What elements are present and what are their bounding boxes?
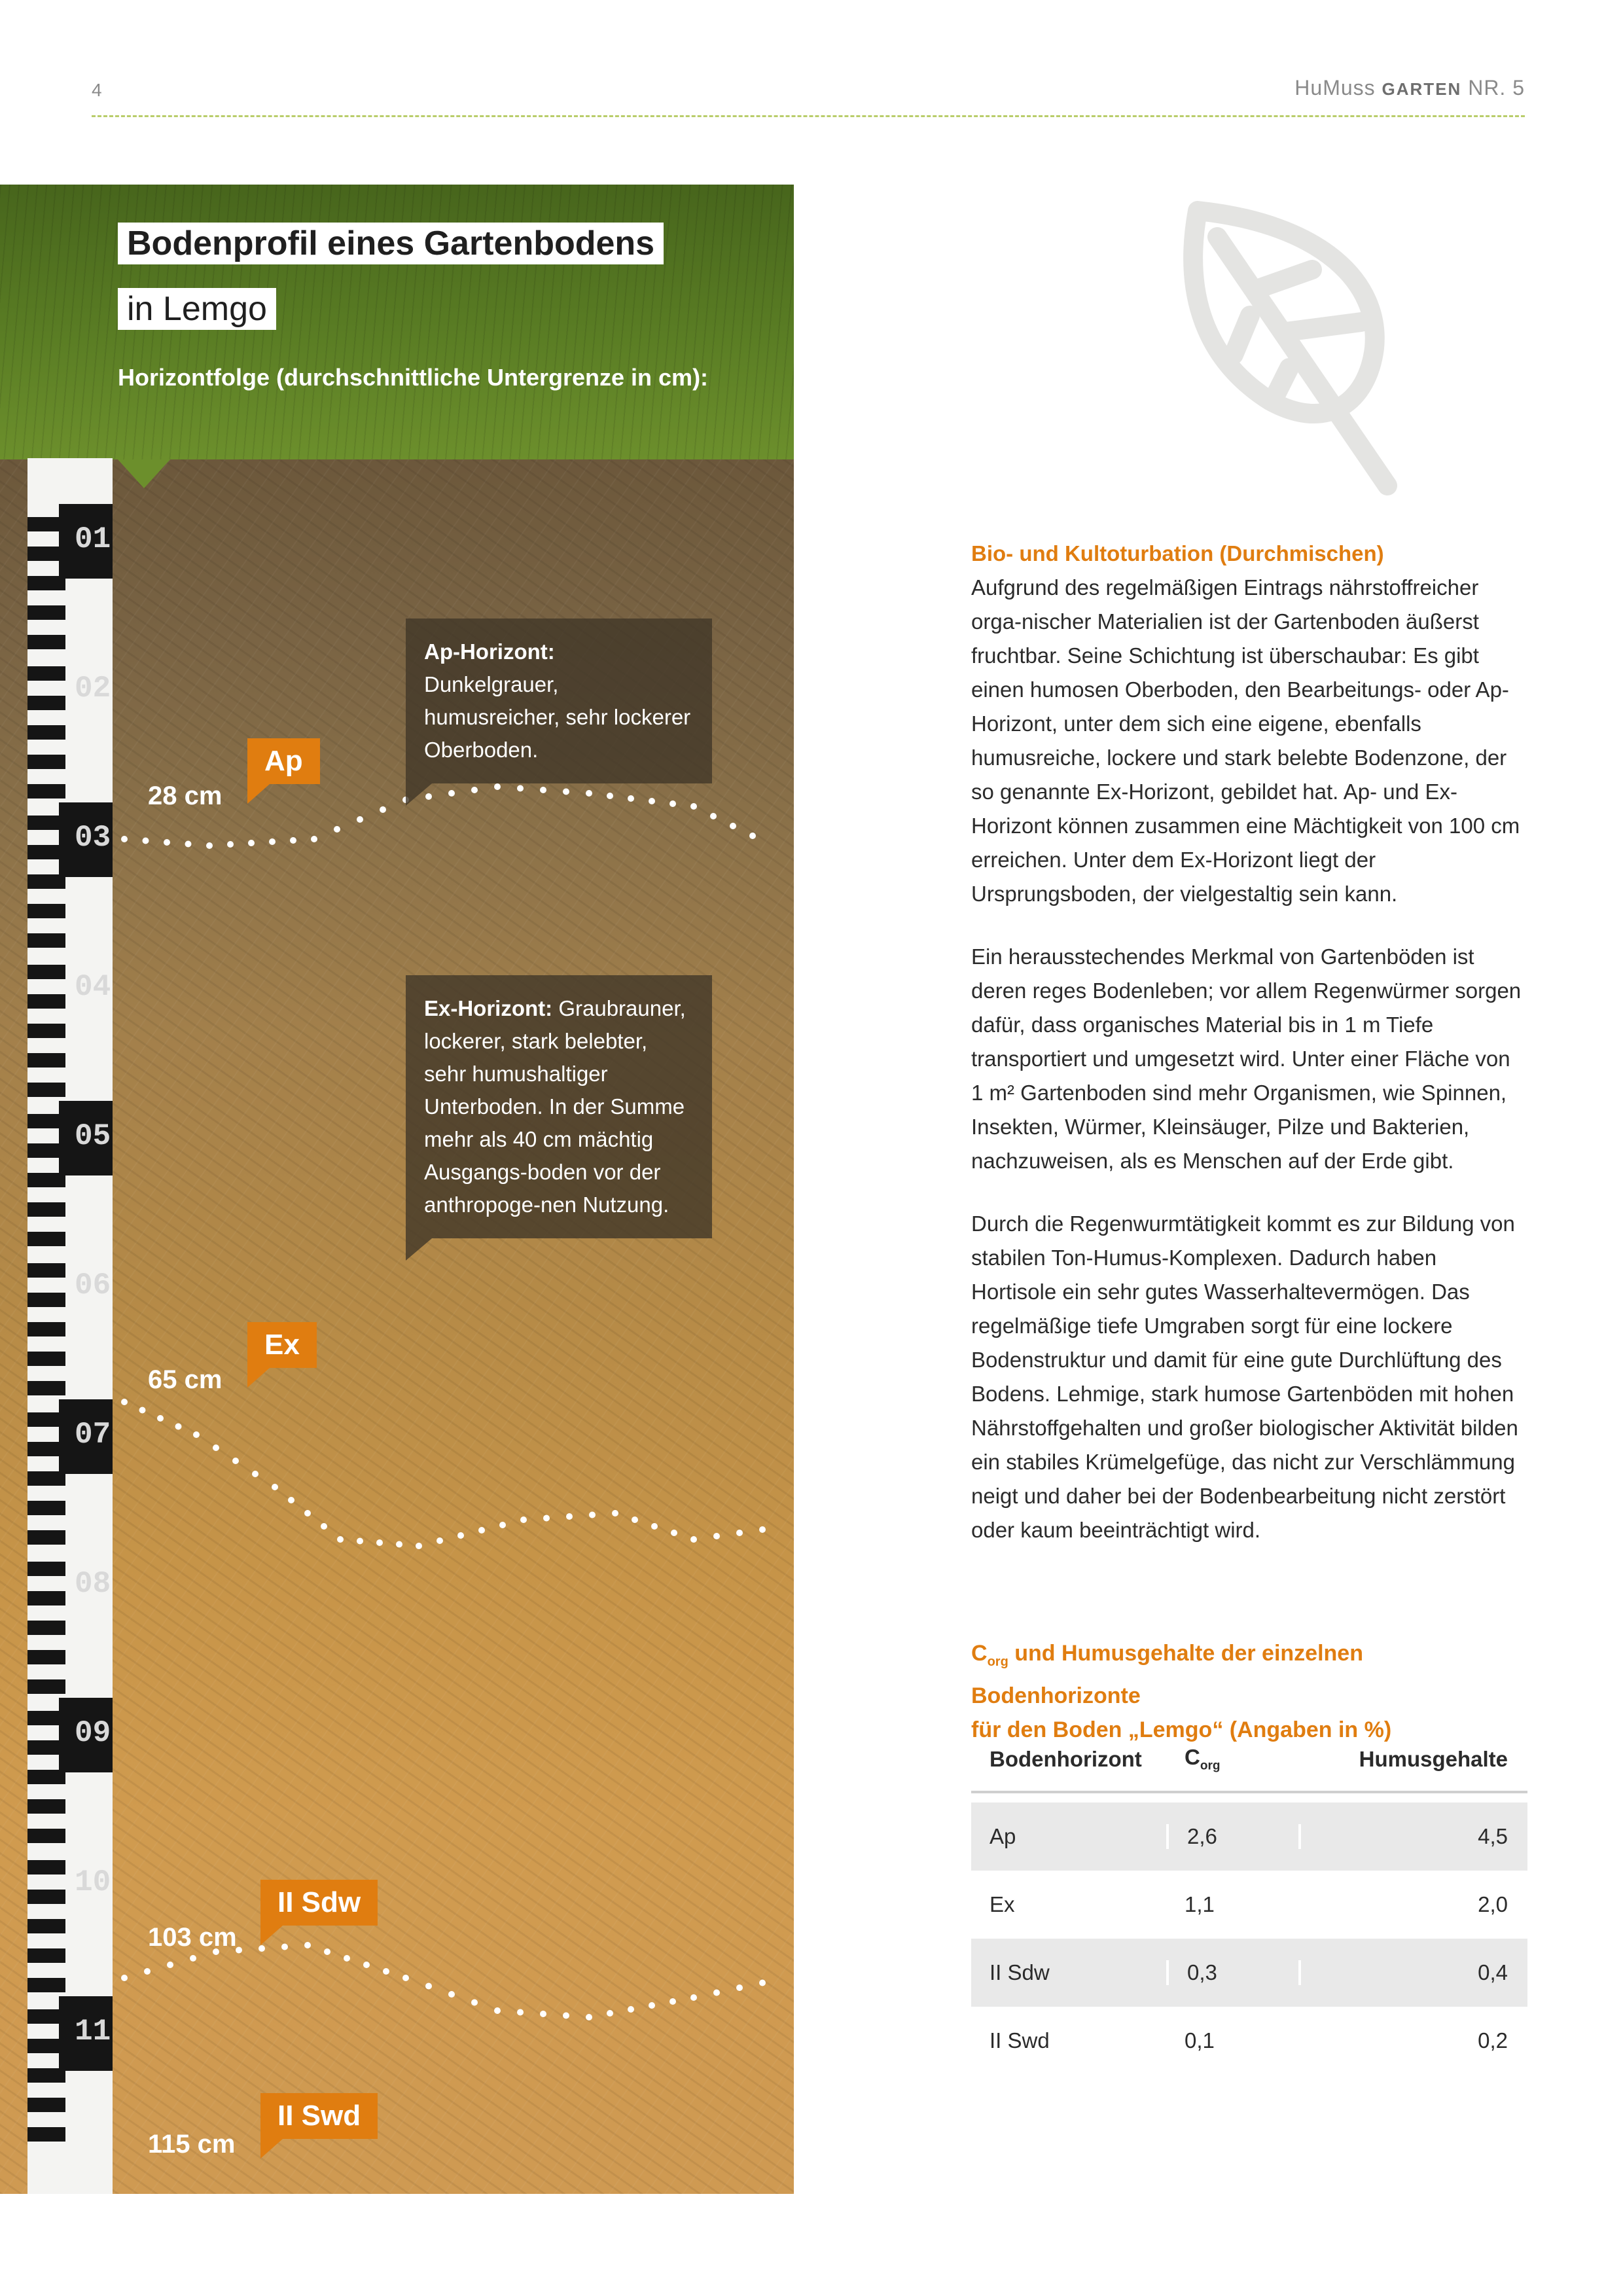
rod-tick [27, 874, 65, 889]
humus-table [971, 1728, 1527, 2075]
depth-label-ap: 28 cm [148, 781, 223, 810]
horizon-tag-ex: Ex [247, 1322, 317, 1368]
rod-tick [27, 994, 65, 1009]
boundary-dot [321, 1523, 327, 1530]
rod-tick [27, 1053, 65, 1067]
boundary-dot [121, 1975, 128, 1981]
boundary-dot [710, 813, 717, 819]
rod-tick [27, 816, 65, 830]
article-paragraph-3: Durch die Regenwurmtätigkeit kommt es zur Bildung von stabilen Ton-Humus-Komplexen. Dadurch haben Hortisole ein sehr gutes Wasserhaltevermögen. Das regelmäßige tiefe Umgraben sorgt für eine lockere Bodenstruktur und damit für eine gute Durchlüftung des Bodens. Lehmige, stark humose Gartenböden mit hohen Nährstoffgehalten und großer biologischer Aktivität bilden ein stabiles Krümelgefüge, das nicht zur Verschlämmung neigt und daher bei der Bodenbearbeitung nicht zerstört oder kaum beeinträchtigt wird. [971, 1211, 1518, 1542]
table-row [971, 1803, 1527, 1871]
boundary-dot [736, 1984, 743, 1991]
rod-tick [27, 1679, 65, 1694]
rod-tick [27, 1114, 65, 1128]
cell-horizon: II Sdw [971, 1960, 1169, 1985]
boundary-dot [304, 1510, 311, 1516]
rod-tick [27, 1948, 65, 1963]
boundary-dot [448, 790, 455, 797]
boundary-dot [671, 1530, 677, 1536]
boundary-dot [290, 837, 296, 844]
boundary-dot [380, 806, 386, 813]
article-text [971, 537, 1527, 1576]
rod-tick [27, 1711, 65, 1725]
ex-box-text: Graubrauner, lockerer, stark belebter, sehr humushaltiger Unterboden. In der Summe mehr als 40 cm mächtig Ausgangs-boden vor der anthropoge-nen Nutzung. [424, 996, 686, 1217]
boundary-dot [669, 1998, 676, 2005]
boundary-dot [471, 2000, 478, 2006]
rod-tick [27, 904, 65, 918]
boundary-dot [143, 838, 149, 844]
boundary-dot [628, 2006, 634, 2013]
profile-title-2 [118, 288, 276, 330]
boundary-dot [607, 793, 613, 799]
boundary-dot [669, 800, 676, 807]
rod-tick [27, 1919, 65, 1933]
boundary-dot [612, 1510, 618, 1516]
rod-number: 07 [75, 1418, 111, 1452]
rod-number: 10 [75, 1865, 111, 1899]
boundary-dot [139, 1407, 146, 1414]
cell-humus: 2,0 [1478, 1892, 1508, 1916]
boundary-dot [736, 1530, 743, 1536]
article-paragraph-1: Aufgrund des regelmäßigen Eintrags nährstoffreicher orga-nischer Materialien ist der Gartenboden äußerst fruchtbar. Seine Schichtung ist überschaubar: Es gibt einen humosen Oberboden, den Bearbeitungs- oder Ap-Horizont, unter dem sich eine eigene, ebenfalls humusreiche, lockere und stark belebte Bodenzone, der so genannte Ex-Horizont, gebildet hat. Ap- und Ex-Horizont können zusammen eine Mächtigkeit von 100 cm erreichen. Unter dem Ex-Horizont liegt der Ursprungsboden, der vielgestaltig sein kann. [971, 575, 1520, 906]
depth-label-iisdw: 103 cm [148, 1923, 237, 1952]
rod-tick [27, 517, 65, 531]
boundary-dot [252, 1471, 259, 1477]
boundary-dot [324, 1948, 330, 1955]
boundary-dot [304, 1942, 311, 1948]
boundary-dot [690, 1994, 697, 2001]
page-number: 4 [92, 80, 102, 100]
rod-tick [27, 1591, 65, 1605]
rod-tick [27, 1799, 65, 1814]
boundary-dot [357, 1538, 363, 1545]
rod-tick [27, 1263, 65, 1278]
boundary-dot [589, 1512, 596, 1518]
cell-corg: 2,6 [1169, 1824, 1301, 1849]
rod-tick [27, 933, 65, 948]
rod-tick [27, 1562, 65, 1576]
boundary-dot [337, 1536, 344, 1543]
ap-horizon-box [406, 619, 712, 783]
rod-tick [27, 784, 65, 798]
horizon-tag-iiswd: II Swd [260, 2093, 378, 2139]
boundary-dot [586, 790, 592, 797]
rod-number: 09 [75, 1716, 111, 1750]
boundary-dot [288, 1497, 294, 1503]
header-horizon: Bodenhorizont [990, 1747, 1142, 1771]
boundary-dot [193, 1431, 200, 1438]
rod-tick [27, 2127, 65, 2142]
rod-tick [27, 1530, 65, 1545]
cell-humus: 0,4 [1478, 1960, 1508, 1984]
boundary-dot [543, 1515, 550, 1522]
boundary-dot [649, 798, 655, 804]
profile-subtitle: Horizontfolge (durchschnittliche Untergrenze in cm): [118, 364, 709, 391]
horizon-tag-ap: Ap [247, 738, 320, 784]
header-humus: Humusgehalte [1359, 1747, 1508, 1771]
profile-title [118, 223, 664, 264]
table-row [971, 1939, 1527, 2007]
profile-title-line1: Bodenprofil eines Gartenbodens [118, 223, 664, 264]
cell-corg: 0,3 [1169, 1960, 1301, 1985]
boundary-dot [690, 803, 697, 810]
boundary-dot [311, 836, 317, 842]
brand-name: HuMuss [1294, 76, 1376, 99]
ap-box-text: Dunkelgrauer, humusreicher, sehr lockerer Oberboden. [424, 672, 691, 762]
rod-tick [27, 1232, 65, 1246]
boundary-dot [713, 1533, 720, 1539]
rod-tick [27, 666, 65, 681]
rod-tick [27, 1650, 65, 1664]
header-rule [92, 115, 1525, 117]
leaf-icon [1171, 185, 1407, 499]
boundary-dot [425, 1983, 432, 1990]
rod-tick [27, 1860, 65, 1874]
boundary-dot [269, 838, 276, 845]
cell-corg: 0,1 [1185, 2028, 1215, 2053]
brand-issue: NR. 5 [1468, 76, 1525, 99]
rod-number: 02 [75, 672, 111, 706]
cell-horizon: Ex [990, 1892, 1015, 1916]
rod-number: 05 [75, 1119, 111, 1153]
rod-tick [27, 547, 65, 561]
ap-box-label: Ap-Horizont: [424, 639, 555, 664]
boundary-dot [402, 1975, 409, 1981]
rod-tick [27, 1442, 65, 1456]
cell-humus: 4,5 [1478, 1824, 1508, 1848]
boundary-dot [448, 1991, 455, 1998]
boundary-dot [690, 1536, 697, 1543]
rod-tick [27, 2039, 65, 2053]
rod-number: 01 [75, 522, 111, 556]
horizon-tag-iisdw: II Sdw [260, 1880, 378, 1926]
table-row [971, 2007, 1527, 2075]
table-title-line2: für den Boden „Lemgo“ (Angaben in %) [971, 1717, 1392, 1742]
cell-humus: 0,2 [1478, 2028, 1508, 2053]
boundary-dot [175, 1424, 182, 1430]
boundary-dot [357, 816, 363, 823]
boundary-dot [232, 1458, 239, 1464]
boundary-dot [730, 823, 736, 829]
header-corg: $C_{org}$ [1185, 1745, 1221, 1773]
boundary-dot [520, 1516, 527, 1523]
boundary-dot [749, 833, 756, 839]
boundary-dot [651, 1523, 658, 1530]
rod-tick [27, 2068, 65, 2083]
publication-brand [1294, 76, 1525, 100]
boundary-dot [713, 1990, 720, 1996]
boundary-dot [628, 795, 634, 802]
boundary-dot [227, 841, 234, 848]
boundary-dot [649, 2002, 655, 2009]
boundary-dot [206, 842, 213, 849]
rod-tick [27, 2098, 65, 2112]
boundary-dot [517, 785, 524, 792]
boundary-dot [478, 1527, 485, 1534]
rod-tick [27, 1293, 65, 1307]
boundary-dot [164, 839, 170, 846]
cell-horizon: II Swd [990, 2028, 1050, 2053]
rod-tick [27, 576, 65, 590]
rod-tick [27, 965, 65, 979]
rod-number: 06 [75, 1268, 111, 1302]
boundary-dot [144, 1968, 151, 1975]
rod-tick [27, 1412, 65, 1427]
boundary-dot [471, 787, 478, 793]
cell-corg: 1,1 [1185, 1892, 1215, 1916]
boundary-dot [586, 2014, 592, 2020]
rod-tick [27, 1083, 65, 1097]
rod-tick [27, 1322, 65, 1336]
boundary-dot [494, 2007, 501, 2014]
article-paragraph-2: Ein herausstechendes Merkmal von Gartenböden ist deren reges Bodenleben; vor allem Regenwürmer sorgen dafür, dass organisches Material bis in 1 m Tiefe transportiert und umgesetzt wird. Unter einer Fläche von 1 m² Gartenboden sind mehr Organismen, wie Spinnen, Insekten, Würmer, Kleinsäuger, Pilze und Bakterien, nachzuweisen, als es Menschen auf der Erde gibt. [971, 944, 1522, 1173]
depth-label-ex: 65 cm [148, 1365, 223, 1394]
boundary-dot [759, 1526, 766, 1533]
rod-tick [27, 1381, 65, 1395]
rod-tick [27, 1978, 65, 1992]
depth-label-iiswd: 115 cm [148, 2130, 236, 2159]
ex-box-label: Ex-Horizont: [424, 996, 553, 1020]
rod-tick [27, 1740, 65, 1755]
rod-number: 04 [75, 970, 111, 1004]
boundary-dot [121, 836, 128, 842]
rod-tick [27, 845, 65, 859]
boundary-dot [517, 2009, 524, 2016]
rod-tick [27, 755, 65, 769]
rod-tick [27, 1202, 65, 1217]
boundary-dot [457, 1532, 464, 1539]
rod-number: 08 [75, 1567, 111, 1601]
rod-tick [27, 1829, 65, 1843]
boundary-dot [563, 789, 569, 795]
boundary-dot [376, 1539, 383, 1546]
boundary-dot [272, 1484, 278, 1490]
rod-number: 11 [75, 2015, 111, 2049]
boundary-dot [563, 2013, 569, 2019]
boundary-dot [540, 2011, 546, 2017]
boundary-dot [185, 841, 192, 848]
boundary-dot [416, 1543, 422, 1549]
rod-tick [27, 2009, 65, 2024]
boundary-dot [540, 787, 546, 793]
rod-tick [27, 635, 65, 649]
boundary-dot [499, 1522, 506, 1528]
rod-tick [27, 1890, 65, 1904]
boundary-dot [396, 1541, 402, 1548]
boundary-dot [157, 1415, 164, 1422]
table-title: $C_{org}$ und Humusgehalte der einzelnen Bodenhorizonte für den Boden „Lemgo“ (Angaben in %) [971, 1641, 1392, 1742]
boundary-dot [437, 1537, 443, 1544]
rod-tick [27, 605, 65, 620]
rod-tick [27, 1770, 65, 1784]
article-heading: Bio- und Kultoturbation (Durchmischen) [971, 541, 1384, 565]
boundary-dot [334, 826, 340, 833]
boundary-dot [494, 783, 501, 790]
boundary-dot [383, 1968, 389, 1975]
rod-tick [27, 696, 65, 710]
rod-tick [27, 1621, 65, 1635]
table-row [971, 1871, 1527, 1939]
boundary-dot [167, 1962, 173, 1968]
boundary-dot [632, 1516, 638, 1523]
rod-tick [27, 1501, 65, 1515]
boundary-dot [121, 1399, 128, 1405]
boundary-dot [190, 1955, 196, 1962]
boundary-dot [248, 840, 255, 846]
boundary-dot [213, 1444, 219, 1451]
rod-tick [27, 1143, 65, 1158]
boundary-dot [566, 1513, 573, 1520]
ex-horizon-box [406, 975, 712, 1238]
cell-horizon: Ap [971, 1824, 1169, 1849]
boundary-dot [259, 1945, 265, 1952]
table-header-row [971, 1728, 1527, 1793]
rod-tick [27, 1471, 65, 1486]
boundary-dot [759, 1980, 766, 1986]
rod-tick [27, 1024, 65, 1038]
brand-issue-bold: GARTEN [1382, 79, 1462, 99]
boundary-dot [363, 1962, 370, 1968]
rod-number: 03 [75, 821, 111, 855]
rod-tick [27, 725, 65, 740]
boundary-dot [607, 2010, 613, 2017]
rod-tick [27, 1352, 65, 1366]
measuring-rod [27, 458, 113, 2194]
boundary-dot [344, 1955, 350, 1962]
rod-tick [27, 1173, 65, 1187]
profile-title-line2: in Lemgo [118, 288, 276, 330]
